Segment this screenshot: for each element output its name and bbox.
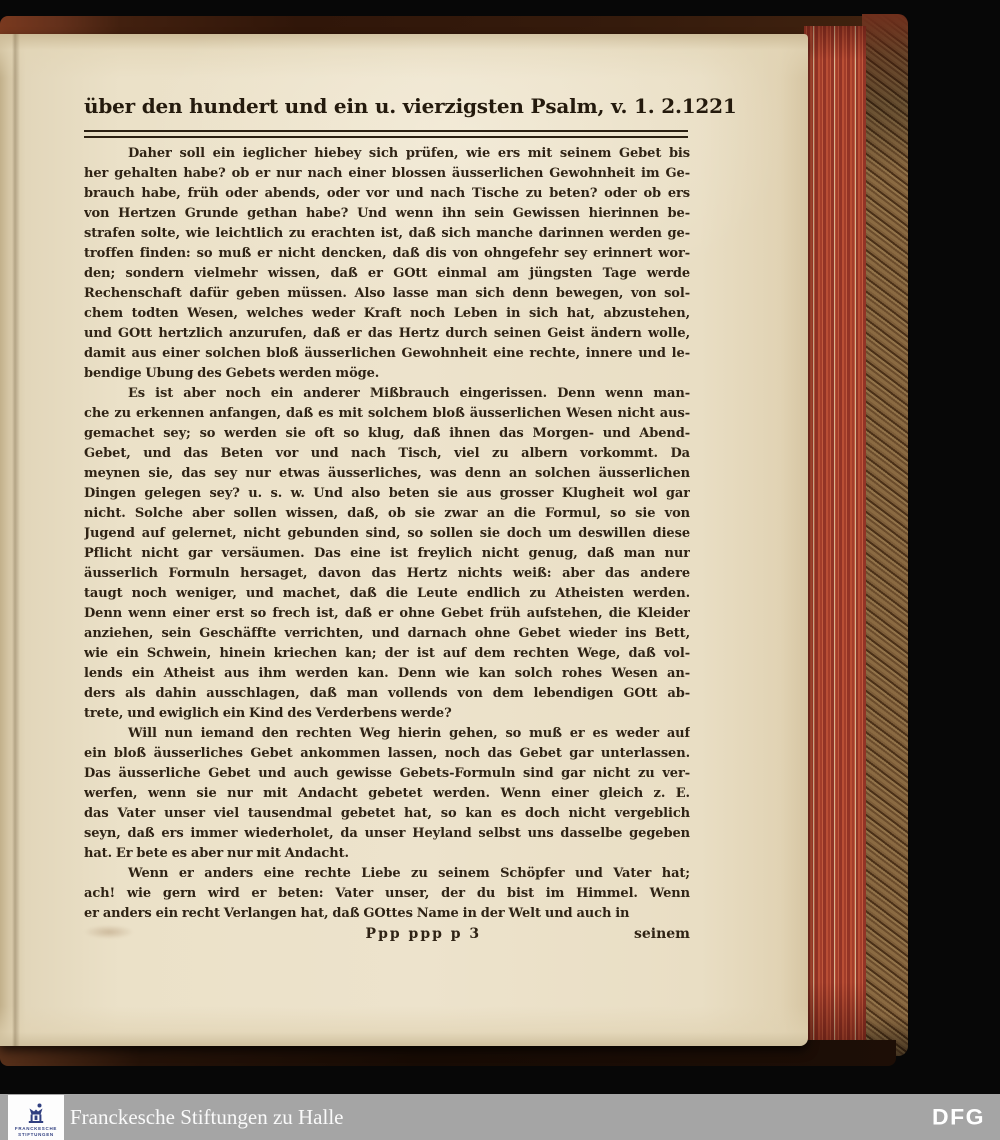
- header-double-rule: [84, 130, 688, 138]
- text-line: Daher soll ein ieglicher hiebey sich prüfen, wie ers mit seinem Gebet bis: [128, 146, 690, 161]
- text-line: werfen, wenn sie nur mit Andacht gebetet werden. Wenn einer gleich z. E.: [84, 786, 690, 801]
- text-line: Will nun iemand den rechten Weg hierin gehen, so muß er es weder auf: [128, 726, 690, 741]
- text-line: trete, und ewiglich ein Kind des Verderbens werde?: [84, 706, 452, 721]
- text-line: seyn, daß ers immer wiederholet, da unser Heyland selbst uns dasselbe gegeben: [84, 826, 690, 841]
- text-line: hat. Er bete es aber nur mit Andacht.: [84, 846, 349, 861]
- text-line: lends ein Atheist aus ihm werden kan. Denn wie kan solch rohes Wesen an-: [84, 666, 690, 681]
- text-line: brauch habe, früh oder abends, oder vor und nach Tische zu beten? oder ob ers: [84, 186, 690, 201]
- text-line: Gebet, und das Beten vor und nach Tisch, viel zu albern vorkommt. Da: [84, 446, 690, 461]
- paragraph: [84, 724, 690, 864]
- text-line: ders als dahin ausschlagen, daß man vollends von dem lebendigen GOtt ab-: [84, 686, 690, 701]
- text-line: von Hertzen Grunde gethan habe? Und wenn ihn sein Gewissen hierinnen be-: [84, 206, 690, 221]
- franckesche-eagle-sun-icon: [26, 1103, 46, 1124]
- text-line: troffen finden: so muß er nicht dencken, daß dis von ohngefehr sey erinnert wor-: [84, 246, 690, 261]
- text-line: anziehen, sein Geschäffte verrichten, und darnach ohne Gebet wieder ins Bett,: [84, 626, 690, 641]
- viewer-footer-bar: [0, 1094, 1000, 1140]
- text-line: meynen sie, das sey nur etwas äusserliches, was denn an solchen äusserlichen: [84, 466, 690, 481]
- text-line: Es ist aber noch ein anderer Mißbrauch eingerissen. Denn wenn man-: [128, 386, 690, 401]
- faint-stamp: [84, 925, 134, 939]
- text-line: bendige Ubung des Gebets werden möge.: [84, 366, 380, 381]
- text-line: chem todten Wesen, welches weder Kraft noch Leben in sich hat, abzustehen,: [84, 306, 690, 321]
- text-line: Das äusserliche Gebet und auch gewisse Gebets-Formuln sind gar nicht zu ver-: [84, 766, 690, 781]
- text-line: das Vater unser viel tausendmal gebetet hat, so kan es doch nicht vergeblich: [84, 806, 690, 821]
- text-line: strafen solte, wie leichtlich zu erachten ist, daß sich manche darinnen werden ge-: [84, 226, 690, 241]
- paragraph: [84, 144, 690, 384]
- text-line: damit aus einer solchen bloß äusserlichen Gewohnheit eine rechte, innere und le-: [84, 346, 690, 361]
- running-header: [84, 94, 737, 118]
- text-line: gemachet sey; so werden sie oft so klug, daß ihnen das Morgen- und Abend-: [84, 426, 690, 441]
- text-line: Pflicht nicht gar versäumen. Das eine ist freylich nicht genug, daß man nur: [84, 546, 690, 561]
- paragraph: [84, 384, 690, 724]
- signature-row: [84, 924, 690, 944]
- text-line: wie ein Schwein, hinein kriechen kan; der ist auf dem rechten Wege, daß vol-: [84, 646, 690, 661]
- text-line: Dingen gelegen sey? u. s. w. Und also beten sie aus grosser Klugheit wol gar: [84, 486, 690, 501]
- gathering-signature: Ppp ppp p 3: [365, 926, 482, 942]
- text-line: taugt noch weniger, und machet, daß die Leute endlich zu Atheisten werden.: [84, 586, 690, 601]
- text-line: er anders ein recht Verlangen hat, daß GOttes Name in der Welt und auch in: [84, 906, 630, 921]
- page-number: 1221: [681, 94, 737, 118]
- logo-text-line2: STIFTUNGEN: [18, 1131, 54, 1137]
- text-line: Denn wenn einer erst so frech ist, daß er ohne Gebet früh aufstehen, die Kleider: [84, 606, 690, 621]
- text-line: ein bloß äusserliches Gebet ankommen lassen, noch das Gebet gar unterlassen.: [84, 746, 690, 761]
- text-line: Jugend auf gelernet, nicht gebunden sind, so sollen sie doch um deswillen diese: [84, 526, 690, 541]
- text-line: äusserlich Formuln hersaget, davon das Hertz nichts weiß: aber das andere: [84, 566, 690, 581]
- text-line: che zu erkennen anfangen, daß es mit solchem bloß äusserlichen Wesen nicht aus-: [84, 406, 690, 421]
- dfg-logo: DFG: [932, 1104, 986, 1129]
- institution-name: Franckesche Stiftungen zu Halle: [70, 1104, 344, 1129]
- book-page: [0, 34, 808, 1046]
- body-text: [84, 144, 690, 924]
- text-line: her gehalten habe? ob er nur nach einer blossen äusserlichen Gewohnheit im Ge-: [84, 166, 690, 181]
- paragraph: [84, 864, 690, 924]
- page-fore-edge: [804, 26, 866, 1042]
- text-line: und GOtt hertzlich anzurufen, daß er das Hertz durch seinen Geist ändern wolle,: [84, 326, 690, 341]
- franckesche-stiftungen-logo: [8, 1095, 64, 1140]
- text-line: ach! wie gern wird er beten: Vater unser, der du bist im Himmel. Wenn: [84, 886, 690, 901]
- text-line: Wenn er anders eine rechte Liebe zu seinem Schöpfer und Vater hat;: [128, 866, 690, 881]
- book-cover-edge: [862, 14, 908, 1056]
- text-line: den; sondern vielmehr wissen, daß er GOtt einmal am jüngsten Tage werde: [84, 266, 690, 281]
- text-line: nicht. Solche aber sollen wissen, daß, ob sie zwar an die Formul, so sie von: [84, 506, 690, 521]
- catchword: seinem: [633, 926, 690, 942]
- text-line: Rechenschaft dafür geben müssen. Also lasse man sich denn bewegen, von sol-: [84, 286, 690, 301]
- header-title: über den hundert und ein u. vierzigsten Psalm, v. 1. 2.: [84, 94, 682, 118]
- logo-text-line1: FRANCKESCHE: [14, 1126, 58, 1131]
